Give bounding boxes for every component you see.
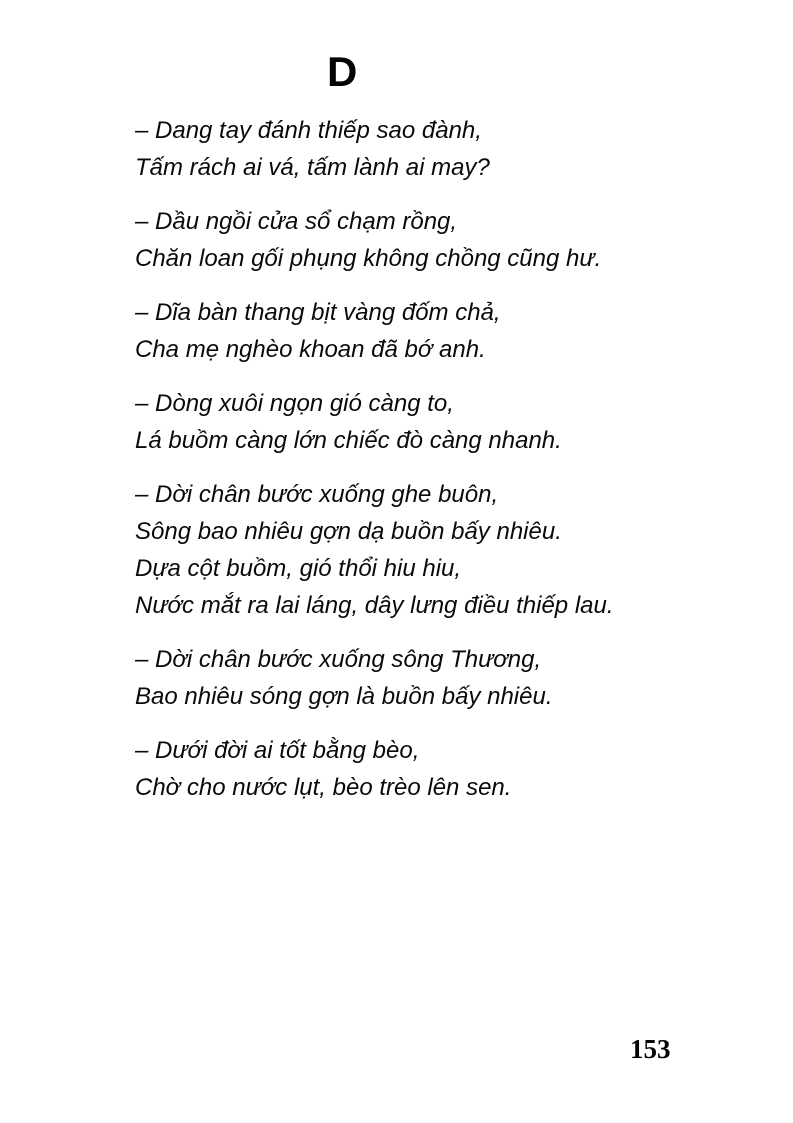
poem-line: – Dầu ngồi cửa sổ chạm rồng, — [135, 208, 458, 235]
poem-line: – Dĩa bàn thang bịt vàng đốm chả, — [135, 299, 501, 326]
stanza — [135, 476, 695, 624]
poem-line: – Dòng xuôi ngọn gió càng to, — [135, 390, 454, 417]
poem-line: Chờ cho nước lụt, bèo trèo lên sen. — [135, 774, 512, 801]
poem — [135, 112, 695, 823]
stanza — [135, 112, 695, 186]
poem-line: Tấm rách ai vá, tấm lành ai may? — [135, 154, 490, 181]
poem-line: Sông bao nhiêu gợn dạ buồn bấy nhiêu. — [135, 518, 562, 545]
page-number: 153 — [630, 1034, 671, 1064]
stanza — [135, 294, 695, 368]
poem-line: Cha mẹ nghèo khoan đã bớ anh. — [135, 336, 486, 363]
poem-line: – Dời chân bước xuống sông Thương, — [135, 646, 542, 673]
stanza — [135, 641, 695, 715]
poem-line: Bao nhiêu sóng gợn là buồn bấy nhiêu. — [135, 683, 553, 710]
poem-line: – Dang tay đánh thiếp sao đành, — [135, 117, 482, 144]
stanza — [135, 203, 695, 277]
section-letter-heading: D — [327, 48, 358, 95]
stanza — [135, 732, 695, 806]
poem-line: Nước mắt ra lai láng, dây lưng điều thiếp lau. — [135, 592, 614, 619]
poem-line: – Dời chân bước xuống ghe buôn, — [135, 481, 499, 508]
poem-line: Lá buồm càng lớn chiếc đò càng nhanh. — [135, 427, 562, 454]
poem-line: Dựa cột buồm, gió thổi hiu hiu, — [135, 555, 462, 582]
stanza — [135, 385, 695, 459]
poem-line: Chăn loan gối phụng không chồng cũng hư. — [135, 245, 602, 272]
poem-line: – Dưới đời ai tốt bằng bèo, — [135, 737, 420, 764]
